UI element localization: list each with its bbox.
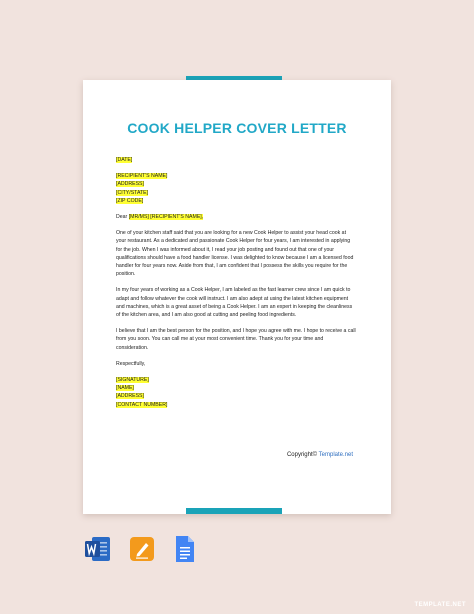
copyright-symbol: © xyxy=(312,452,318,458)
signature-placeholder: [SIGNATURE] xyxy=(116,377,149,384)
recipient-name: [RECIPIENT'S NAME] xyxy=(116,173,168,180)
recipient-address: [ADDRESS] xyxy=(116,181,144,188)
recipient-city-state: [CITY/STATE] xyxy=(116,189,149,196)
address-placeholder: [ADDRESS] xyxy=(116,393,144,400)
date-placeholder: [DATE] xyxy=(116,157,133,163)
document-title: COOK HELPER COVER LETTER xyxy=(127,120,347,136)
recipient-zip: [ZIP CODE] xyxy=(116,197,144,204)
copyright-label: Copyright xyxy=(286,452,313,458)
word-icon[interactable] xyxy=(84,534,112,564)
copyright-notice xyxy=(287,452,353,458)
pages-icon[interactable] xyxy=(128,534,156,564)
google-docs-icon[interactable] xyxy=(170,534,198,564)
salutation xyxy=(116,213,356,221)
paragraph-1: One of your kitchen staff said that you are looking for a new Cook Helper to assist your head cook at your restaurant. As a dedicated and passionate Cook Helper for four years, I am interested in applying for the job. When I was informed about it, I read your job posting and found out that one of your qualifications should have a food handler license. I was delighted to know because I am a licensed food handler for four years now. Aside from that, I am confident that I possess the skills you require for the position. xyxy=(116,230,354,278)
paragraph-3: I believe that I am the best person for the position, and I hope you agree with me. I hope to receive a call from you soon. You can call me at your most convenient time. Thank you for your time and consideration. xyxy=(116,328,356,351)
letter-body xyxy=(116,156,356,409)
copyright-link[interactable]: Template.net xyxy=(318,452,353,458)
paragraph-2: In my four years of working as a Cook Helper, I am labeled as the fast learner crew since I am quick to adapt and follow whatever the cook will instruct. I am also adept at using the latest kitchen equipment and machines, which is a great asset of being a Cook Helper. I am an expert in keeping the cleanliness of the kitchen area, and I am also good at cutting and peeling food ingredients. xyxy=(116,287,353,319)
template-watermark: TEMPLATE.NET xyxy=(414,602,466,608)
salutation-name: [MR/MS] [RECIPIENT'S NAME], xyxy=(128,214,204,221)
format-icons xyxy=(84,534,204,564)
closing: Respectfully, xyxy=(116,360,146,367)
date-line xyxy=(116,156,356,164)
document-page xyxy=(83,80,391,514)
accent-bar-bottom xyxy=(186,508,282,514)
salutation-prefix: Dear xyxy=(116,214,129,221)
recipient-block xyxy=(116,172,356,205)
contact-placeholder: [CONTACT NUMBER] xyxy=(116,401,168,408)
signature-block xyxy=(116,376,356,409)
name-placeholder: [NAME] xyxy=(116,385,134,392)
